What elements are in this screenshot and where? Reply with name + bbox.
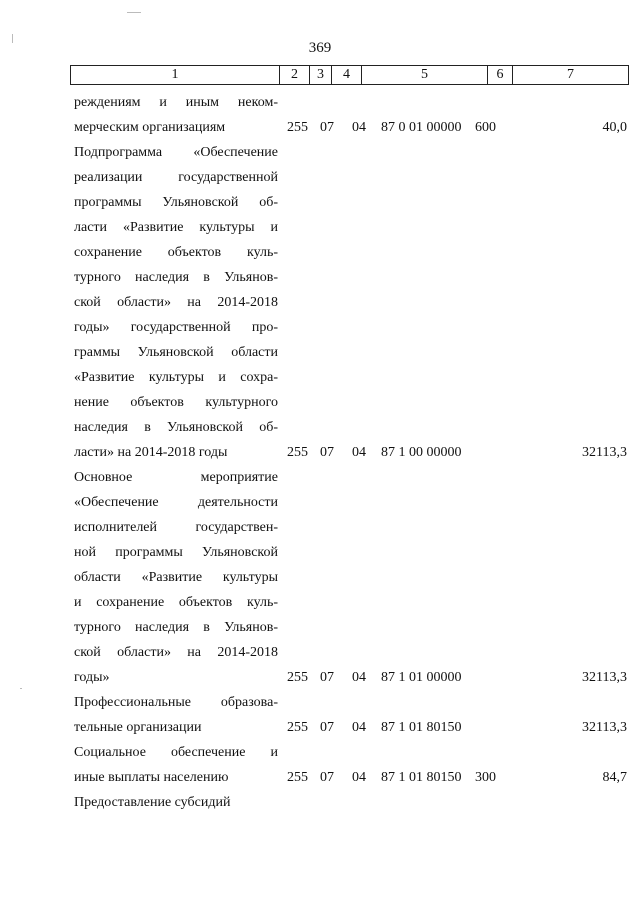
description-line: программы Ульяновской об- <box>74 195 278 210</box>
description-line: годы» <box>74 670 110 685</box>
description-line: Социальное обеспечение и <box>74 745 278 760</box>
description-line: мерческим организациям <box>74 120 226 135</box>
code-pr: 04 <box>352 670 366 685</box>
code-csr: 87 1 00 00000 <box>381 445 462 460</box>
header-col-5: 5 <box>362 66 488 84</box>
header-col-6: 6 <box>488 66 513 84</box>
description-line: турного наследия в Ульянов- <box>74 620 278 635</box>
description-line: и сохранение объектов куль- <box>74 595 278 610</box>
description-line: реализации государственной <box>74 170 278 185</box>
code-gl: 255 <box>287 120 308 135</box>
description-line: ской области» на 2014-2018 <box>74 295 278 310</box>
table-row <box>0 90 640 140</box>
description-line: ласти» на 2014-2018 годы <box>74 445 228 460</box>
code-gl: 255 <box>287 445 308 460</box>
header-col-7: 7 <box>567 67 574 82</box>
table-row <box>0 790 640 815</box>
scan-speck <box>12 34 13 43</box>
row-description <box>74 740 278 790</box>
header-col-4: 4 <box>332 66 362 84</box>
table-row <box>0 140 640 465</box>
description-line: Основное мероприятие <box>74 470 278 485</box>
amount: 32113,3 <box>582 670 627 685</box>
row-description <box>74 465 278 690</box>
amount: 32113,3 <box>582 720 627 735</box>
description-line: реждениям и иным неком- <box>74 95 278 110</box>
code-pr: 04 <box>352 445 366 460</box>
description-line: Профессиональные образова- <box>74 695 278 710</box>
row-description <box>74 90 278 140</box>
header-col-1: 1 <box>71 66 280 84</box>
description-line: Предоставление субсидий <box>74 795 231 810</box>
row-description <box>74 790 278 815</box>
description-line: годы» государственной про- <box>74 320 278 335</box>
code-vr: 300 <box>475 770 496 785</box>
code-pr: 04 <box>352 770 366 785</box>
code-gl: 255 <box>287 770 308 785</box>
code-vr: 600 <box>475 120 496 135</box>
code-csr: 87 1 01 80150 <box>381 770 462 785</box>
header-col-3: 3 <box>310 66 332 84</box>
code-rz: 07 <box>320 670 334 685</box>
code-rz: 07 <box>320 720 334 735</box>
table-row <box>0 465 640 690</box>
table-row <box>0 690 640 740</box>
description-line: наследия в Ульяновской об- <box>74 420 278 435</box>
description-line: Подпрограмма «Обеспечение <box>74 145 278 160</box>
row-description <box>74 690 278 740</box>
amount: 84,7 <box>602 770 627 785</box>
code-gl: 255 <box>287 670 308 685</box>
description-line: нение объектов культурного <box>74 395 278 410</box>
code-gl: 255 <box>287 720 308 735</box>
description-line: области «Развитие культуры <box>74 570 278 585</box>
scan-speck <box>127 12 141 13</box>
code-csr: 87 0 01 00000 <box>381 120 462 135</box>
code-pr: 04 <box>352 720 366 735</box>
description-line: тельные организации <box>74 720 202 735</box>
scan-speck <box>20 688 22 689</box>
table-header <box>70 65 629 85</box>
description-line: ласти «Развитие культуры и <box>74 220 278 235</box>
description-line: исполнителей государствен- <box>74 520 278 535</box>
description-line: иные выплаты населению <box>74 770 229 785</box>
amount: 40,0 <box>602 120 627 135</box>
table-row <box>0 740 640 790</box>
description-line: турного наследия в Ульянов- <box>74 270 278 285</box>
description-line: «Развитие культуры и сохра- <box>74 370 278 385</box>
code-csr: 87 1 01 00000 <box>381 670 462 685</box>
code-csr: 87 1 01 80150 <box>381 720 462 735</box>
code-rz: 07 <box>320 120 334 135</box>
description-line: «Обеспечение деятельности <box>74 495 278 510</box>
code-rz: 07 <box>320 770 334 785</box>
code-pr: 04 <box>352 120 366 135</box>
description-line: ской области» на 2014-2018 <box>74 645 278 660</box>
description-line: ной программы Ульяновской <box>74 545 278 560</box>
description-line: граммы Ульяновской области <box>74 345 278 360</box>
amount: 32113,3 <box>582 445 627 460</box>
header-col-2: 2 <box>280 66 310 84</box>
row-description <box>74 140 278 465</box>
table-body <box>0 90 640 815</box>
code-rz: 07 <box>320 445 334 460</box>
description-line: сохранение объектов куль- <box>74 245 278 260</box>
page-number: 369 <box>308 40 332 56</box>
